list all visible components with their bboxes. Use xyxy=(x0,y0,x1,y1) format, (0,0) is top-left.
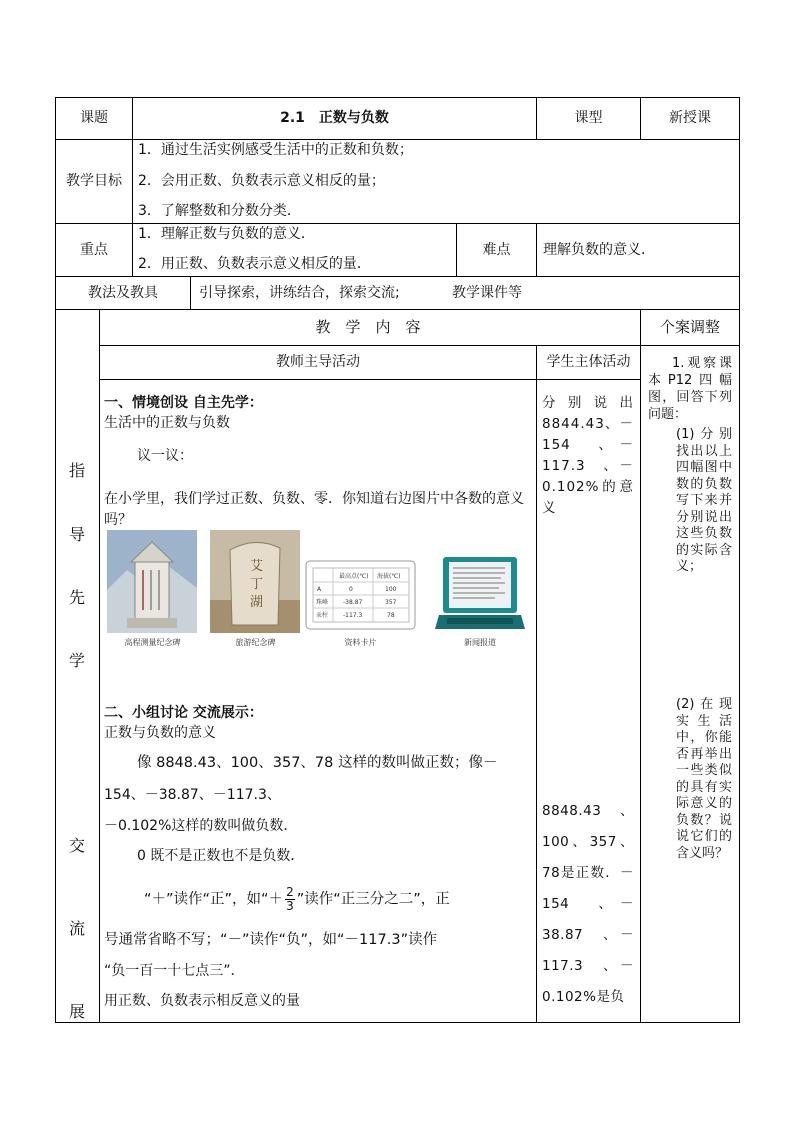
svg-text:最高点(℃): 最高点(℃) xyxy=(339,573,369,580)
section1-discuss: 议一议： xyxy=(137,448,193,464)
section1-sub: 生活中的正数与负数 xyxy=(104,415,230,431)
section2-paragraph: 像 8848.43、100、357、78 这样的数叫做正数；像－ xyxy=(137,755,498,771)
svg-text:海拔(℃): 海拔(℃) xyxy=(377,573,401,580)
topic-label: 课题 xyxy=(80,110,108,126)
svg-text:-38.87: -38.87 xyxy=(343,599,363,606)
svg-text:汞柱: 汞柱 xyxy=(316,612,329,619)
svg-text:A: A xyxy=(317,586,322,593)
section2-paragraph: “＋”读作“正”，如“＋ $\frac{2}{3}$ ”读作“正三分之二”，正 xyxy=(144,885,450,913)
svg-text:-117.3: -117.3 xyxy=(343,612,363,619)
section2-sub: 正数与负数的意义 xyxy=(104,725,216,741)
section1-heading: 一、情境创设 自主先学： xyxy=(104,395,263,411)
svg-text:艾: 艾 xyxy=(250,559,264,574)
topic-value: 2.1 正数与负数 xyxy=(280,110,389,126)
difficulty-label: 难点 xyxy=(482,242,511,258)
methods-tools: 教学课件等 xyxy=(452,285,522,301)
image-caption: 新闻报道 xyxy=(464,638,496,647)
stone-photo xyxy=(210,530,300,633)
svg-text:78: 78 xyxy=(387,612,395,619)
section2-paragraph: “负一百一十七点三”． xyxy=(104,963,245,979)
image-caption: 资料卡片 xyxy=(344,638,377,647)
keypoint-item: 2．用正数、负数表示意义相反的量． xyxy=(138,256,371,272)
side-label: 展 xyxy=(68,1002,85,1021)
section2-heading: 二、小组讨论 交流展示： xyxy=(104,705,263,721)
methods-label: 教法及教具 xyxy=(88,285,158,301)
keypoint-item: 1．理解正数与负数的意义． xyxy=(138,226,315,242)
content-title: 教 学 内 容 xyxy=(315,318,421,336)
svg-text:100: 100 xyxy=(385,586,397,593)
monument-photo xyxy=(107,530,197,633)
fraction: $\frac{2}{3}$ xyxy=(286,885,294,913)
side-label: 先 xyxy=(68,588,85,607)
objective-item: 2．会用正数、负数表示意义相反的量； xyxy=(138,173,385,189)
svg-text:357: 357 xyxy=(385,599,397,606)
svg-text:0: 0 xyxy=(349,586,353,593)
objective-item: 1．通过生活实例感受生活中的正数和负数； xyxy=(138,142,413,158)
keypoints-label: 重点 xyxy=(80,242,108,258)
adjust-note-2: (1)分别找出以上四幅图中数的负数写下来并分别说出这些负数的实际含义； xyxy=(676,427,732,574)
side-label: 流 xyxy=(68,919,85,938)
section2-paragraph: 号通常省略不写；“－”读作“负”，如“－117.3”读作 xyxy=(104,932,438,948)
side-label: 交 xyxy=(68,836,85,855)
side-label: 导 xyxy=(68,525,85,544)
section2-paragraph: 用正数、负数表示相反意义的量 xyxy=(104,993,300,1009)
laptop-photo xyxy=(435,555,525,633)
objectives-label: 教学目标 xyxy=(66,173,122,189)
svg-text:丁: 丁 xyxy=(250,577,264,592)
student-activity-2: 8848.43 、100、357、78是正数．－154 、－38.87 、－117.3 、－0.102%是负 xyxy=(542,803,634,1005)
svg-text:湖: 湖 xyxy=(250,595,264,610)
adjust-label: 个案调整 xyxy=(659,318,720,336)
adjust-note-3: (2)在现实生活中，你能否再举出一些类似的具有实际意义的负数？说说它们的含义吗？ xyxy=(676,697,732,861)
methods-value: 引导探索，讲练结合，探索交流; xyxy=(199,285,400,301)
svg-text:珠峰: 珠峰 xyxy=(316,599,329,606)
image-caption: 高程测量纪念碑 xyxy=(124,638,181,647)
side-label: 学 xyxy=(68,651,85,670)
adjust-note-1: 1.观察课本P12四幅图，回答下列问题： xyxy=(648,356,732,422)
type-label: 课型 xyxy=(574,110,603,126)
objective-item: 3．了解整数和分数分类． xyxy=(138,203,301,219)
section2-paragraph: 0 既不是正数也不是负数． xyxy=(137,848,305,864)
side-label: 指 xyxy=(68,461,85,480)
teacher-label: 教师主导活动 xyxy=(276,354,360,370)
data-card xyxy=(305,560,416,630)
section2-paragraph: 154、－38.87、－117.3、 xyxy=(104,787,281,803)
student-label: 学生主体活动 xyxy=(546,354,631,370)
type-value: 新授课 xyxy=(669,110,711,126)
difficulty-value: 理解负数的意义． xyxy=(543,242,655,258)
student-activity-1: 分别说出8844.43、－154 、－117.3 、－0.102%的意义 xyxy=(542,395,634,516)
section1-paragraph: 在小学里，我们学过正数、负数、零．你知道右边图片中各数的意义吗？ xyxy=(104,491,524,528)
image-caption: 旅游纪念碑 xyxy=(235,638,276,647)
section2-paragraph: －0.102%这样的数叫做负数． xyxy=(104,818,298,834)
